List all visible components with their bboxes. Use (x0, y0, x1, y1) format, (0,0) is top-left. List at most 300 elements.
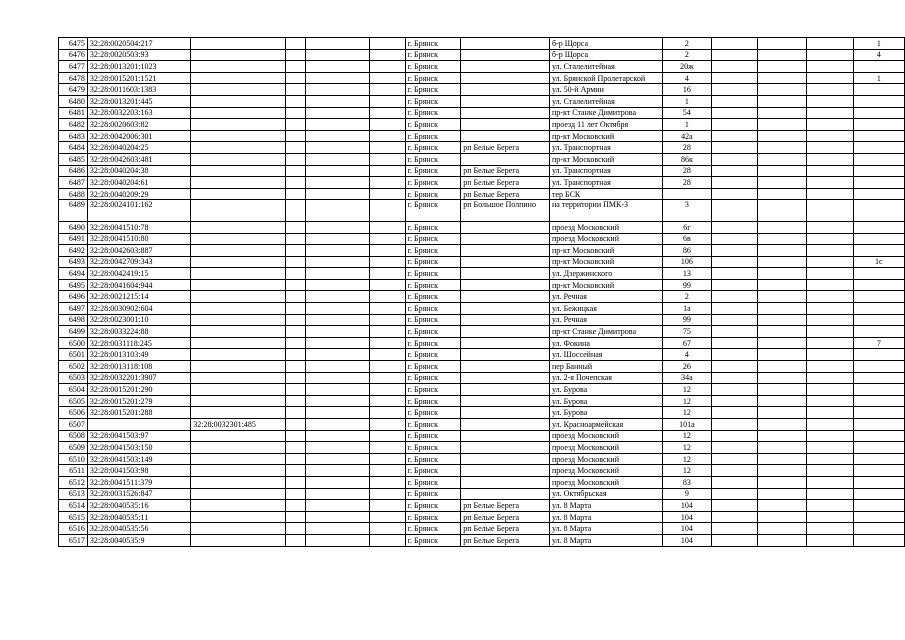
locality (461, 130, 550, 142)
empty-cell (285, 279, 306, 291)
locality (461, 407, 550, 419)
previous-cadastral-number (191, 476, 285, 488)
empty-cell (712, 107, 758, 119)
house-number: 12 (662, 465, 711, 477)
empty-cell (758, 465, 807, 477)
empty-cell (285, 349, 306, 361)
empty-cell (285, 84, 306, 96)
city: г. Брянск (405, 442, 461, 454)
street: пр-кт Московский (550, 153, 663, 165)
house-number: 4 (662, 349, 711, 361)
street: ул. 8 Марта (550, 500, 663, 512)
city: г. Брянск (405, 407, 461, 419)
table-row (59, 200, 905, 222)
empty-cell (306, 372, 370, 384)
apartment-number (853, 534, 904, 546)
empty-cell (807, 221, 853, 233)
empty-cell (306, 349, 370, 361)
table-row (59, 337, 905, 349)
apartment-number (853, 142, 904, 154)
empty-cell (758, 177, 807, 189)
apartment-number (853, 107, 904, 119)
locality (461, 256, 550, 268)
empty-cell (285, 188, 306, 200)
empty-cell (306, 233, 370, 245)
locality (461, 419, 550, 431)
previous-cadastral-number (191, 49, 285, 61)
empty-cell (758, 419, 807, 431)
row-number: 6513 (59, 488, 88, 500)
empty-cell (285, 465, 306, 477)
empty-cell (370, 384, 405, 396)
empty-cell (285, 326, 306, 338)
empty-cell (370, 221, 405, 233)
row-number: 6508 (59, 430, 88, 442)
previous-cadastral-number (191, 337, 285, 349)
empty-cell (712, 500, 758, 512)
previous-cadastral-number (191, 279, 285, 291)
empty-cell (712, 442, 758, 454)
apartment-number (853, 407, 904, 419)
empty-cell (285, 165, 306, 177)
house-number: 4 (662, 72, 711, 84)
locality (461, 303, 550, 315)
empty-cell (712, 419, 758, 431)
apartment-number (853, 233, 904, 245)
cadastral-number: 32:28:0040535:56 (87, 523, 190, 535)
city: г. Брянск (405, 233, 461, 245)
apartment-number (853, 279, 904, 291)
house-number: 1 (662, 95, 711, 107)
city: г. Брянск (405, 279, 461, 291)
house-number: 28 (662, 165, 711, 177)
street: ул. Транспортная (550, 177, 663, 189)
apartment-number (853, 314, 904, 326)
empty-cell (370, 407, 405, 419)
apartment-number (853, 130, 904, 142)
empty-cell (807, 165, 853, 177)
empty-cell (370, 95, 405, 107)
empty-cell (712, 511, 758, 523)
empty-cell (758, 384, 807, 396)
house-number: 54 (662, 107, 711, 119)
row-number: 6510 (59, 453, 88, 465)
empty-cell (758, 523, 807, 535)
empty-cell (758, 395, 807, 407)
previous-cadastral-number (191, 303, 285, 315)
table-row (59, 268, 905, 280)
previous-cadastral-number (191, 488, 285, 500)
street: ул. Сталелитейная (550, 95, 663, 107)
locality (461, 291, 550, 303)
house-number: 67 (662, 337, 711, 349)
empty-cell (306, 384, 370, 396)
street: ул. Бурова (550, 384, 663, 396)
empty-cell (370, 303, 405, 315)
previous-cadastral-number (191, 245, 285, 257)
house-number: 104 (662, 523, 711, 535)
table-row (59, 488, 905, 500)
empty-cell (285, 361, 306, 373)
empty-cell (306, 95, 370, 107)
table-row (59, 465, 905, 477)
empty-cell (712, 337, 758, 349)
empty-cell (285, 142, 306, 154)
empty-cell (712, 233, 758, 245)
cadastral-number: 32:28:0020504:217 (87, 38, 190, 50)
empty-cell (370, 326, 405, 338)
empty-cell (807, 268, 853, 280)
empty-cell (807, 337, 853, 349)
table-row (59, 511, 905, 523)
empty-cell (306, 221, 370, 233)
previous-cadastral-number (191, 95, 285, 107)
house-number: 42а (662, 130, 711, 142)
empty-cell (807, 349, 853, 361)
cadastral-number: 32:28:0032203:163 (87, 107, 190, 119)
empty-cell (370, 279, 405, 291)
empty-cell (758, 268, 807, 280)
empty-cell (712, 534, 758, 546)
table-row (59, 430, 905, 442)
apartment-number (853, 465, 904, 477)
empty-cell (285, 119, 306, 131)
apartment-number (853, 476, 904, 488)
row-number: 6500 (59, 337, 88, 349)
empty-cell (370, 177, 405, 189)
empty-cell (306, 130, 370, 142)
table-row (59, 107, 905, 119)
house-number: 28 (662, 177, 711, 189)
locality (461, 430, 550, 442)
apartment-number (853, 245, 904, 257)
empty-cell (807, 245, 853, 257)
empty-cell (712, 61, 758, 73)
empty-cell (807, 384, 853, 396)
previous-cadastral-number (191, 395, 285, 407)
empty-cell (807, 523, 853, 535)
row-number: 6486 (59, 165, 88, 177)
house-number (662, 188, 711, 200)
empty-cell (370, 453, 405, 465)
row-number: 6504 (59, 384, 88, 396)
previous-cadastral-number (191, 177, 285, 189)
empty-cell (285, 523, 306, 535)
apartment-number: 1с (853, 256, 904, 268)
cadastral-number: 32:28:0015201:288 (87, 407, 190, 419)
street: ул. 8 Марта (550, 511, 663, 523)
cadastral-number: 32:28:0021215:14 (87, 291, 190, 303)
street: б-р Щорса (550, 38, 663, 50)
table-row (59, 279, 905, 291)
street: ул. 50-й Армии (550, 84, 663, 96)
table-row (59, 384, 905, 396)
cadastral-number: 32:28:0033224:88 (87, 326, 190, 338)
table-row (59, 177, 905, 189)
empty-cell (306, 279, 370, 291)
apartment-number (853, 349, 904, 361)
empty-cell (285, 314, 306, 326)
empty-cell (807, 142, 853, 154)
locality (461, 361, 550, 373)
empty-cell (370, 119, 405, 131)
row-number: 6501 (59, 349, 88, 361)
apartment-number (853, 221, 904, 233)
city: г. Брянск (405, 49, 461, 61)
empty-cell (712, 256, 758, 268)
street: проезд Московский (550, 465, 663, 477)
empty-cell (712, 177, 758, 189)
apartment-number (853, 268, 904, 280)
street: ул. Брянской Пролетарской (550, 72, 663, 84)
empty-cell (807, 95, 853, 107)
empty-cell (306, 142, 370, 154)
table-row (59, 407, 905, 419)
row-number: 6490 (59, 221, 88, 233)
street: ул. Бурова (550, 395, 663, 407)
previous-cadastral-number (191, 349, 285, 361)
previous-cadastral-number (191, 314, 285, 326)
locality (461, 61, 550, 73)
empty-cell (807, 303, 853, 315)
table-row (59, 188, 905, 200)
table-row (59, 72, 905, 84)
street: на территории ПМК-3 (550, 200, 663, 222)
table-row (59, 84, 905, 96)
cadastral-number: 32:28:0013201:445 (87, 95, 190, 107)
empty-cell (306, 395, 370, 407)
empty-cell (285, 303, 306, 315)
empty-cell (306, 49, 370, 61)
empty-cell (370, 465, 405, 477)
empty-cell (807, 500, 853, 512)
empty-cell (285, 453, 306, 465)
city: г. Брянск (405, 488, 461, 500)
locality (461, 268, 550, 280)
city: г. Брянск (405, 465, 461, 477)
cadastral-number: 32:28:0041503:150 (87, 442, 190, 454)
table-row (59, 95, 905, 107)
empty-cell (370, 61, 405, 73)
house-number: 20ж (662, 61, 711, 73)
empty-cell (370, 511, 405, 523)
cadastral-number: 32:28:0011603:1383 (87, 84, 190, 96)
apartment-number (853, 119, 904, 131)
table-row (59, 453, 905, 465)
empty-cell (807, 107, 853, 119)
empty-cell (285, 500, 306, 512)
house-number: 12 (662, 384, 711, 396)
house-number: 101а (662, 419, 711, 431)
previous-cadastral-number (191, 534, 285, 546)
cadastral-number: 32:28:0040204:38 (87, 165, 190, 177)
empty-cell (285, 95, 306, 107)
empty-cell (758, 442, 807, 454)
locality (461, 465, 550, 477)
row-number: 6499 (59, 326, 88, 338)
previous-cadastral-number (191, 326, 285, 338)
row-number: 6494 (59, 268, 88, 280)
house-number: 9 (662, 488, 711, 500)
row-number: 6507 (59, 419, 88, 431)
row-number: 6498 (59, 314, 88, 326)
empty-cell (807, 314, 853, 326)
cadastral-number: 32:28:0042709:343 (87, 256, 190, 268)
house-number: 6в (662, 233, 711, 245)
empty-cell (807, 395, 853, 407)
city: г. Брянск (405, 165, 461, 177)
registry-table (58, 37, 905, 547)
empty-cell (306, 314, 370, 326)
previous-cadastral-number (191, 165, 285, 177)
empty-cell (807, 61, 853, 73)
empty-cell (306, 523, 370, 535)
table-row (59, 49, 905, 61)
cadastral-number: 32:28:0020503:93 (87, 49, 190, 61)
apartment-number (853, 384, 904, 396)
empty-cell (370, 419, 405, 431)
city: г. Брянск (405, 200, 461, 222)
city: г. Брянск (405, 511, 461, 523)
cadastral-number: 32:28:0040535:9 (87, 534, 190, 546)
city: г. Брянск (405, 384, 461, 396)
empty-cell (370, 430, 405, 442)
empty-cell (285, 245, 306, 257)
empty-cell (758, 476, 807, 488)
street: пр-кт Московский (550, 245, 663, 257)
empty-cell (370, 72, 405, 84)
empty-cell (306, 419, 370, 431)
city: г. Брянск (405, 221, 461, 233)
house-number: 99 (662, 279, 711, 291)
empty-cell (306, 407, 370, 419)
empty-cell (370, 268, 405, 280)
empty-cell (370, 233, 405, 245)
locality (461, 372, 550, 384)
city: г. Брянск (405, 107, 461, 119)
empty-cell (758, 407, 807, 419)
empty-cell (807, 476, 853, 488)
table-row (59, 142, 905, 154)
house-number: 2 (662, 49, 711, 61)
empty-cell (758, 188, 807, 200)
empty-cell (758, 372, 807, 384)
cadastral-number: 32:28:0024101:162 (87, 200, 190, 222)
street: ул. Фокина (550, 337, 663, 349)
city: г. Брянск (405, 523, 461, 535)
locality (461, 221, 550, 233)
empty-cell (758, 84, 807, 96)
row-number: 6493 (59, 256, 88, 268)
previous-cadastral-number (191, 291, 285, 303)
empty-cell (712, 361, 758, 373)
apartment-number (853, 61, 904, 73)
cadastral-number: 32:28:0030902:604 (87, 303, 190, 315)
locality (461, 49, 550, 61)
row-number: 6484 (59, 142, 88, 154)
city: г. Брянск (405, 153, 461, 165)
apartment-number (853, 395, 904, 407)
street: ул. Транспортная (550, 142, 663, 154)
street: проезд Московский (550, 221, 663, 233)
locality (461, 337, 550, 349)
city: г. Брянск (405, 500, 461, 512)
empty-cell (807, 200, 853, 222)
table-row (59, 314, 905, 326)
empty-cell (807, 453, 853, 465)
empty-cell (712, 407, 758, 419)
previous-cadastral-number (191, 119, 285, 131)
table-row (59, 119, 905, 131)
empty-cell (807, 153, 853, 165)
empty-cell (306, 442, 370, 454)
house-number: 12 (662, 407, 711, 419)
table-row (59, 476, 905, 488)
previous-cadastral-number (191, 372, 285, 384)
previous-cadastral-number (191, 153, 285, 165)
empty-cell (712, 95, 758, 107)
table-row (59, 256, 905, 268)
city: г. Брянск (405, 326, 461, 338)
empty-cell (712, 384, 758, 396)
empty-cell (807, 465, 853, 477)
empty-cell (306, 465, 370, 477)
street: ул. Транспортная (550, 165, 663, 177)
apartment-number (853, 500, 904, 512)
cadastral-number: 32:28:0041511:379 (87, 476, 190, 488)
empty-cell (758, 430, 807, 442)
city: г. Брянск (405, 38, 461, 50)
apartment-number (853, 430, 904, 442)
empty-cell (758, 453, 807, 465)
city: г. Брянск (405, 419, 461, 431)
apartment-number (853, 361, 904, 373)
street: ул. 2-я Почепская (550, 372, 663, 384)
empty-cell (712, 130, 758, 142)
empty-cell (306, 165, 370, 177)
city: г. Брянск (405, 142, 461, 154)
apartment-number (853, 326, 904, 338)
city: г. Брянск (405, 372, 461, 384)
empty-cell (712, 303, 758, 315)
cadastral-number: 32:28:0015201:279 (87, 395, 190, 407)
cadastral-number: 32:28:0040209:29 (87, 188, 190, 200)
empty-cell (758, 233, 807, 245)
house-number: 104 (662, 500, 711, 512)
street: проезд Московский (550, 430, 663, 442)
row-number: 6478 (59, 72, 88, 84)
street: ул. Бежицкая (550, 303, 663, 315)
empty-cell (758, 245, 807, 257)
house-number: 75 (662, 326, 711, 338)
city: г. Брянск (405, 119, 461, 131)
empty-cell (370, 153, 405, 165)
city: г. Брянск (405, 130, 461, 142)
empty-cell (758, 361, 807, 373)
street: пр-кт Московский (550, 130, 663, 142)
empty-cell (712, 523, 758, 535)
empty-cell (712, 268, 758, 280)
row-number: 6487 (59, 177, 88, 189)
empty-cell (370, 142, 405, 154)
previous-cadastral-number (191, 256, 285, 268)
locality: рп Белые Берега (461, 511, 550, 523)
empty-cell (306, 303, 370, 315)
previous-cadastral-number (191, 430, 285, 442)
apartment-number (853, 95, 904, 107)
empty-cell (370, 534, 405, 546)
locality: рп Белые Берега (461, 165, 550, 177)
